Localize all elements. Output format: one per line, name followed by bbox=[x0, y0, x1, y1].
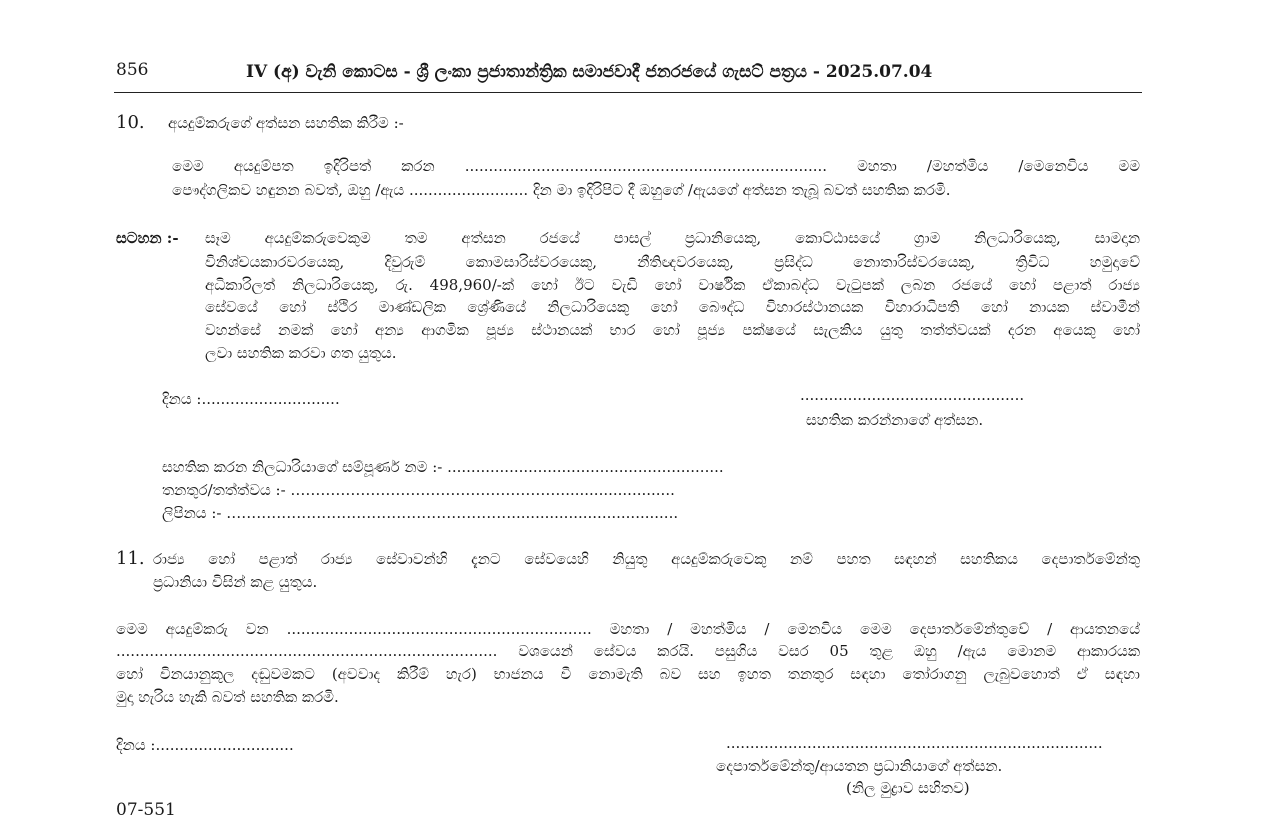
gazette-title: IV (අ) වැනි කොටස - ශ්‍රී ලංකා ප්‍රජාතාන්ත්‍රික සමාජවාදී ජනරජයේ ගැසට් පත්‍රය - 2025.07.04 bbox=[246, 62, 933, 82]
section-11-para-line: ................................................................................ වශයෙන් සේවය කරයි. පසුගිය වසර 05 තුළ ඔහු /ඇය මොනම ආකාරයක bbox=[116, 642, 1140, 660]
section-11-line-2: ප්‍රධානියා විසින් කළ යුතුය. bbox=[153, 573, 318, 591]
department-head-signature-caption: දෙපාර්තමේන්තු/ආයතන ප්‍රධානියාගේ අත්සන. bbox=[716, 757, 1003, 775]
certifier-signature-caption: සහතික කරන්නාගේ අත්සන. bbox=[806, 411, 984, 429]
officer-position-field: තනතුර/තත්ත්වය :- ………………………………………………........................ bbox=[162, 481, 675, 499]
section-11-para-line: මුදා හැරිය හැකි බවත් සහතික කරමි. bbox=[116, 688, 339, 706]
date-field-1: දිනය :............................. bbox=[162, 390, 340, 408]
section-11-para-line: හෝ විනයානුකූල දඬුවමකට (අවවාද කිරීම් හැර) භාජනය වී නොමැති බව සහ ඉහත තනතුර සඳහා තෝරාගනු ලැබුවහොත් ඒ සඳහා bbox=[116, 665, 1140, 683]
note-line: වහන්සේ නමක් හෝ අන්‍ය ආගමික පූජ්‍ය ස්ථානයක් භාර හෝ පූජ්‍ය පක්ෂයේ සැලකිය යුතු තත්ත්වයක් දරන අයෙකු හෝ bbox=[205, 321, 1140, 339]
note-label: සටහන :- bbox=[116, 229, 179, 247]
footer-code: 07-551 bbox=[116, 800, 176, 820]
section-10-line-1: මෙම අයදුම්පත ඉදිරිපත් කරන ............................................................................ මහතා /මහත්මිය /මෙනෙවිය මම bbox=[172, 157, 1140, 175]
page-number: 856 bbox=[116, 60, 149, 80]
note-line: ලවා සහතික කරවා ගත යුතුය. bbox=[205, 344, 397, 362]
officer-full-name-field: සහතික කරන නිලධාරියාගේ සම්පූර්ණ නම :- .......................................................... bbox=[162, 458, 724, 476]
section-10-heading: අයදුම්කරුගේ අත්සන සහතික කිරීම :- bbox=[168, 114, 404, 132]
note-line: සේවයේ හෝ ස්ථිර මාණ්ඩලික ශ්‍රේණියේ නිලධාරියෙකු හෝ බෞද්ධ විහාරස්ථානයක විහාරාධිපති හෝ නායක ස්වාමීන් bbox=[205, 298, 1140, 316]
section-11-para-line: මෙම අයදුම්කරු වන ................................................................ මහතා / මහත්මිය / මෙනවිය මෙම දෙපාර්තමේන්තුවේ / ආයතනයේ bbox=[116, 620, 1140, 638]
official-seal-caption: (නිල මුද්‍රාව සහිතව) bbox=[846, 779, 970, 797]
section-10-number: 10. bbox=[116, 112, 145, 133]
date-field-2: දිනය :............................. bbox=[116, 736, 294, 754]
header-rule bbox=[114, 92, 1142, 93]
note-line: විනිශ්චයකාරවරයෙකු, දිවුරුම් කොමසාරිස්වරයෙකු, නීතිඥවරයෙකු, ප්‍රසිද්ධ නොතාරිස්වරයෙකු, ත්‍රිවිධ හමුදාවේ bbox=[205, 253, 1140, 271]
officer-address-field: ලිපිනය :- …………………………………………………................................... bbox=[162, 504, 679, 522]
certifier-signature-line: ............................................... bbox=[800, 386, 1025, 404]
note-line: අධිකාරිලත් නිලධාරියෙකු, රු. 498,960/-ක් හෝ ඊට වැඩි හෝ වාර්ෂික ඒකාබද්ධ වැටුපක් ලබන රජයේ හෝ පළාත් රාජ්‍ය bbox=[205, 276, 1140, 294]
section-10-line-2: පෞද්ගලිකව හඳුනන බවත්, ඔහු /ඇය ......................... දින මා ඉදිරිපිට දී ඔහුගේ /ඇයගේ අත්සන තැබූ බවත් සහතික කරමි. bbox=[172, 181, 951, 199]
note-line: සෑම අයදුම්කරුවෙකුම තම අත්සන රජයේ පාසල් ප්‍රධානියෙකු, කොට්ඨාසයේ ග්‍රාම නිලධාරියෙකු, සාමදාන bbox=[205, 229, 1140, 247]
section-11-number: 11. bbox=[116, 548, 145, 569]
section-11-line-1: රාජ්‍ය හෝ පළාත් රාජ්‍ය සේවාවන්හි දැනට සේවයෙහි නියුතු අයදුම්කරුවෙකු නම් පහත සඳහන් සහතිකය දෙපාර්තමේන්තු bbox=[153, 550, 1140, 568]
department-head-signature-line: ............................................................................... bbox=[726, 734, 1103, 752]
